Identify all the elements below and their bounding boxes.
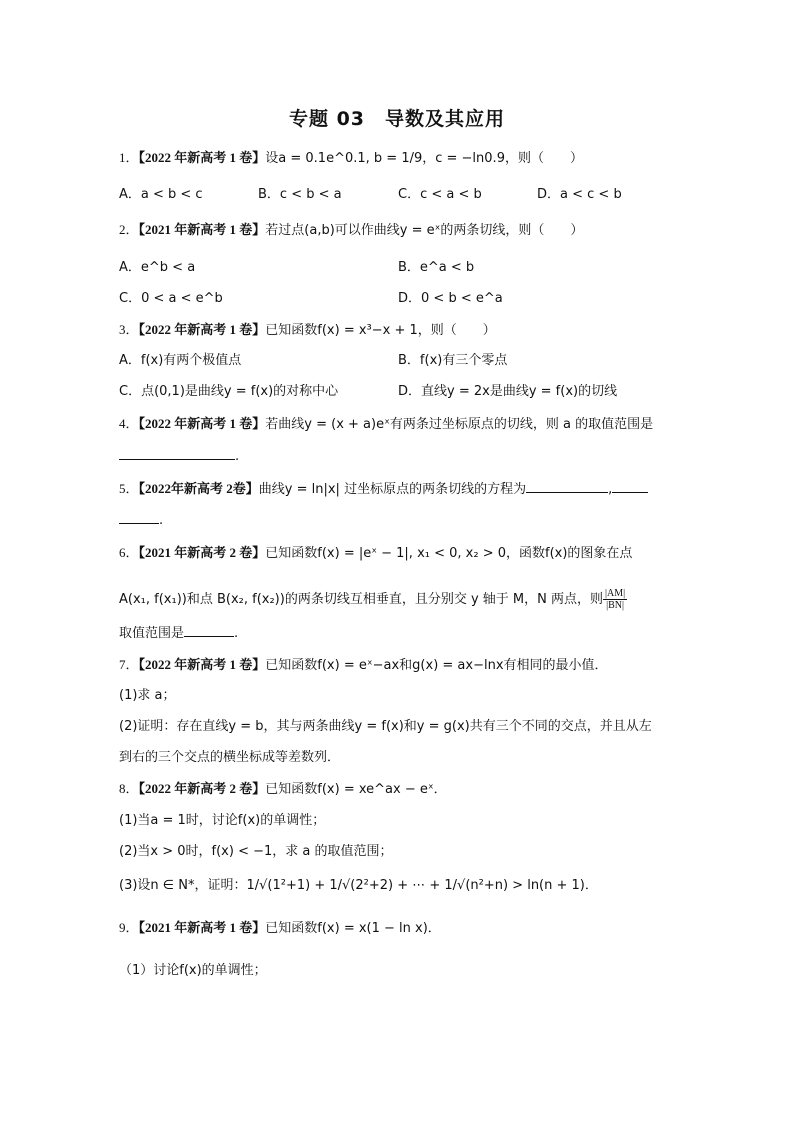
answer-blank[interactable] (184, 622, 234, 637)
question-text: 设a = 0.1e^0.1, b = 1/9，c = −ln0.9，则（ ） (265, 151, 583, 166)
option-d: D．a < c < b (537, 187, 622, 202)
question-number: 6． (119, 545, 139, 560)
separator: , (608, 482, 613, 497)
option-b: B．c < b < a (258, 187, 342, 202)
question-4 (119, 414, 679, 435)
fraction-denominator: |BN| (606, 600, 624, 611)
question-text: 已知函数f(x) = xe^ax − eˣ． (265, 782, 447, 797)
option-c: C．点(0,1)是曲线y = f(x)的对称中心 (119, 384, 339, 399)
question-text: 已知函数f(x) = x(1 − ln x)． (265, 921, 441, 936)
question-4-answer-line (119, 445, 679, 467)
question-number: 9． (119, 920, 139, 935)
answer-blank[interactable] (119, 445, 235, 460)
question-number: 8． (119, 781, 139, 796)
question-8 (119, 779, 679, 800)
question-source: 【2021 年新高考 1 卷】 (138, 222, 266, 237)
question-text: 曲线y = ln|x| 过坐标原点的两条切线的方程为 (258, 482, 527, 497)
option-a: A．f(x)有两个极值点 (119, 353, 242, 368)
question-5 (119, 478, 679, 500)
question-8-part-2: (2)当x > 0时，f(x) < −1，求 a 的取值范围； (119, 844, 393, 859)
question-8-part-3: (3)设n ∈ N*，证明：1/√(1²+1) + 1/√(2²+2) + ⋯ + 1/√(n²+n) > ln(n + 1)． (119, 878, 598, 893)
question-number: 1． (119, 150, 139, 165)
question-7-part-2-cont: 到右的三个交点的横坐标成等差数列． (119, 750, 341, 765)
question-6-line-3 (119, 622, 679, 644)
question-number: 2． (119, 222, 139, 237)
question-source: 【2022 年新高考 1 卷】 (138, 150, 266, 165)
period: . (234, 626, 239, 641)
period: . (159, 513, 164, 528)
option-c: C．c < a < b (398, 187, 482, 202)
question-text: 已知函数f(x) = eˣ−ax和g(x) = ax−lnx有相同的最小值． (265, 658, 608, 673)
option-c: C．0 < a < e^b (119, 291, 223, 306)
question-source: 【2021 年新高考 2 卷】 (138, 545, 266, 560)
option-b: B．e^a < b (398, 260, 475, 275)
question-number: 7． (119, 657, 139, 672)
option-b: B．f(x)有三个零点 (398, 353, 508, 368)
question-7-part-1: (1)求 a； (119, 688, 176, 703)
question-7-part-2: (2)证明：存在直线y = b，其与两条曲线y = f(x)和y = g(x)共有三个不同的交点，并且从左 (119, 719, 652, 734)
period: . (235, 449, 240, 464)
answer-blank-1[interactable] (526, 478, 608, 493)
question-source: 【2022 年新高考 2 卷】 (138, 781, 266, 796)
question-text: A(x₁, f(x₁))和点 B(x₂, f(x₂))的两条切线互相垂直，且分别交 y 轴于 M，N 两点，则 (119, 592, 603, 607)
option-d: D．0 < b < e^a (398, 291, 503, 306)
option-d: D．直线y = 2x是曲线y = f(x)的切线 (398, 384, 618, 399)
question-9 (119, 918, 679, 939)
option-a: A．a < b < c (119, 187, 203, 202)
question-number: 4． (119, 416, 139, 431)
question-source: 【2022年新高考 2卷】 (138, 481, 259, 496)
question-6-line-2 (119, 588, 679, 611)
question-1 (119, 148, 679, 169)
question-source: 【2022 年新高考 1 卷】 (138, 322, 266, 337)
question-source: 【2022 年新高考 1 卷】 (138, 416, 266, 431)
question-number: 3． (119, 322, 139, 337)
question-3 (119, 320, 679, 341)
question-6 (119, 543, 679, 564)
ratio-fraction (603, 588, 627, 611)
question-text: 已知函数f(x) = x³−x + 1，则（ ） (265, 323, 496, 338)
option-a: A．e^b < a (119, 260, 196, 275)
question-2 (119, 220, 679, 241)
question-source: 【2022 年新高考 1 卷】 (138, 657, 266, 672)
question-source: 【2021 年新高考 1 卷】 (138, 920, 266, 935)
question-text: 若曲线y = (x + a)eˣ有两条过坐标原点的切线，则 a 的取值范围是 (265, 417, 654, 432)
question-text: 取值范围是 (119, 626, 185, 641)
question-9-part-1: （1）讨论f(x)的单调性； (119, 963, 267, 978)
fraction-numerator: |AM| (604, 588, 626, 599)
question-7 (119, 655, 679, 676)
question-text: 若过点(a,b)可以作曲线y = eˣ的两条切线，则（ ） (265, 223, 584, 238)
question-5-answer-line (119, 509, 679, 531)
question-8-part-1: (1)当a = 1时，讨论f(x)的单调性； (119, 813, 326, 828)
question-text: 已知函数f(x) = |eˣ − 1|, x₁ < 0, x₂ > 0，函数f(x)的图象在点 (265, 546, 633, 561)
answer-blank-2-cont[interactable] (119, 509, 159, 524)
page-title: 专题 03 导数及其应用 (288, 108, 506, 130)
answer-blank-2[interactable] (612, 478, 648, 493)
question-number: 5． (119, 481, 139, 496)
